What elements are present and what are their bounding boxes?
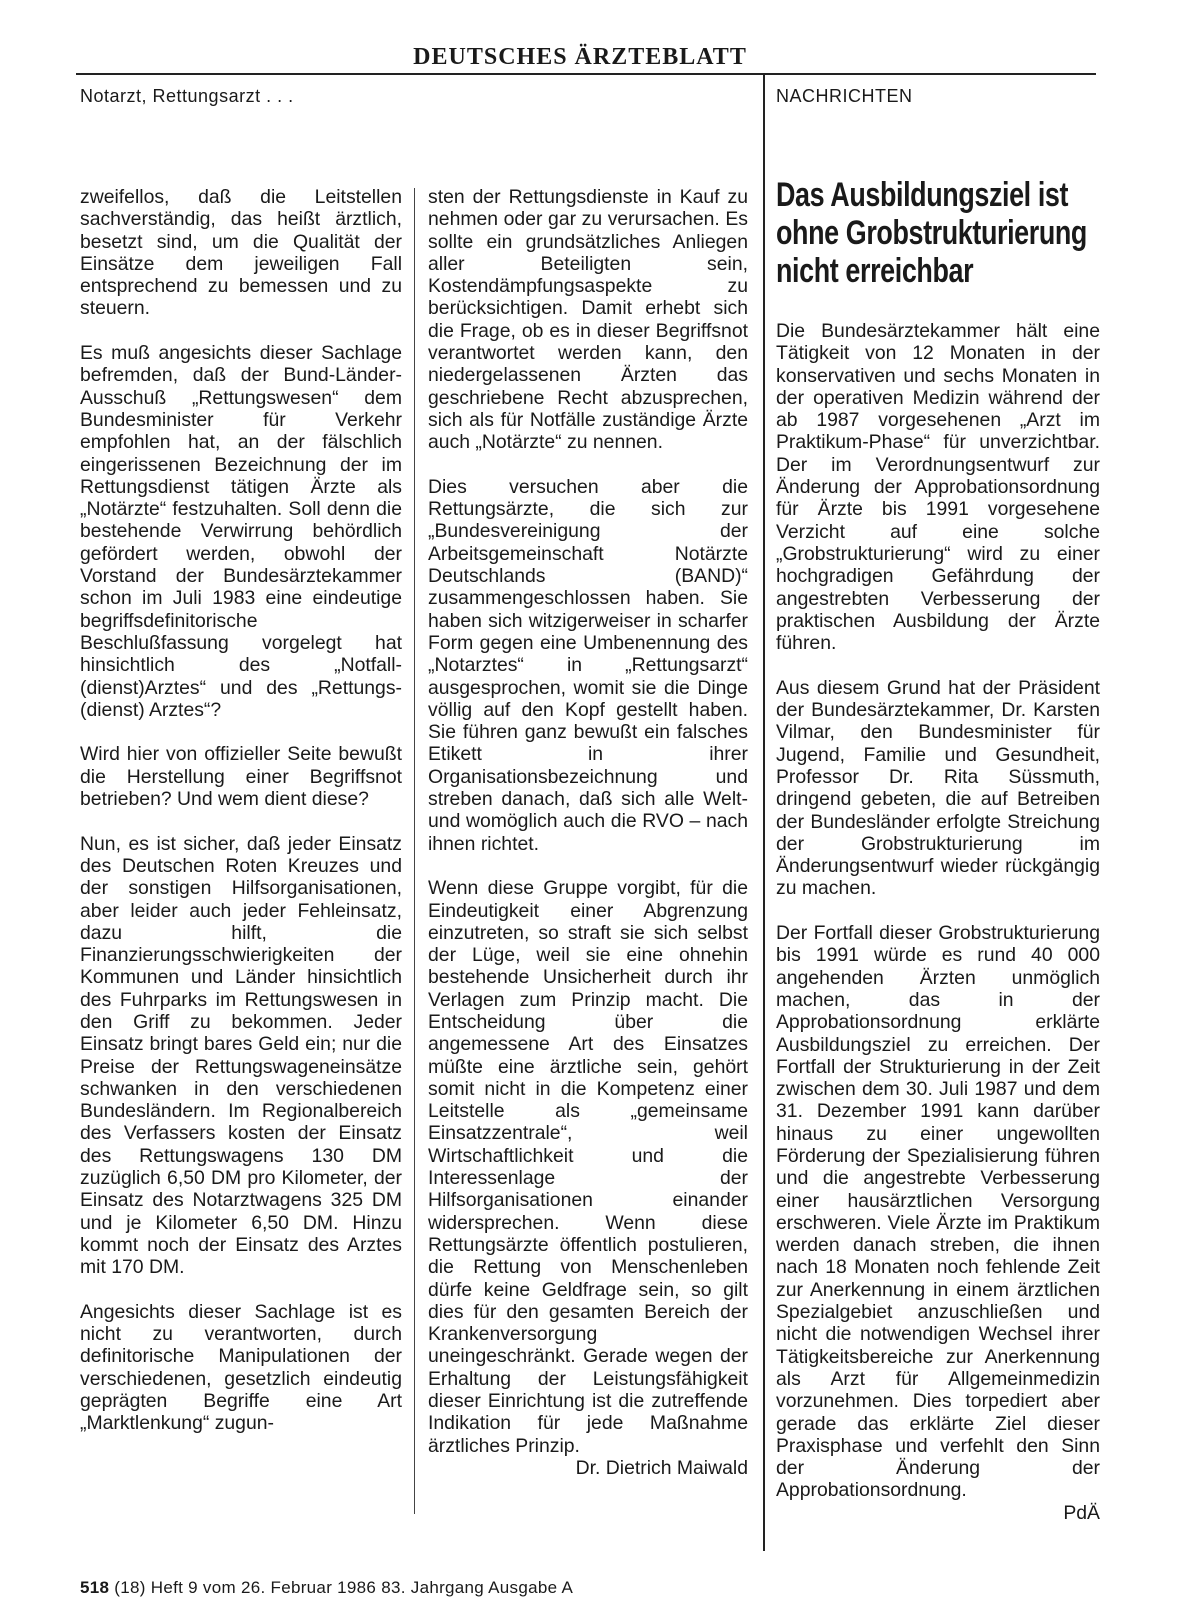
paragraph: Angesichts dieser Sachlage ist es nicht zu verantworten, durch definitorische Manipulationen der verschiedenen, gesetzlich eindeutig geprägten Begriffe eine Art „Marktlenkung“ zugun- <box>80 1300 402 1435</box>
masthead: DEUTSCHES ÄRZTEBLATT <box>413 44 747 70</box>
news-column <box>776 320 1100 1524</box>
paragraph: sten der Rettungsdienste in Kauf zu nehmen oder gar zu verursachen. Es sollte ein grundsätzliches Anliegen aller Beteiligten sein, Kostendämpfungsaspekte zu berücksichtigen. Damit erhebt sich die Frage, ob es in dieser Begriffsnot verantwortet werden kann, den niedergelassenen Ärzten das geschriebene Recht abzusprechen, sich als für Notfälle zuständige Ärzte auch „Notärzte“ zu nennen. <box>428 186 748 454</box>
page-number: 518 <box>80 1578 110 1597</box>
paragraph: Nun, es ist sicher, daß jeder Einsatz des Deutschen Roten Kreuzes und der sonstigen Hilfsorganisationen, aber leider auch jeder Fehleinsatz, dazu hilft, die Finanzierungsschwierigkeiten der Kommunen und Länder hinsichtlich des Fuhrparks im Rettungswesen in den Griff zu bekommen. Jeder Einsatz bringt bares Geld ein; nur die Preise der Rettungswageneinsätze schwanken in den verschiedenen Bundesländern. Im Regionalbereich des Verfassers kosten der Einsatz des Rettungswagens 130 DM zuzüglich 6,50 DM pro Kilometer, der Einsatz des Notarztwagens 325 DM und je Kilometer 6,50 DM. Hinzu kommt noch der Einsatz des Arztes mit 170 DM. <box>80 832 402 1279</box>
article-column-2 <box>428 186 748 1479</box>
article-column-1 <box>80 186 402 1457</box>
paragraph: Wenn diese Gruppe vorgibt, für die Eindeutigkeit einer Abgrenzung einzutreten, so straft sie sich selbst der Lüge, weil sie eine ohnehin bestehende Unsicherheit durch ihr Verlagen zum Prinzip macht. Die Entscheidung über die angemessene Art des Einsatzes müßte eine ärztliche sein, gehört somit nicht in die Kompetenz einer Leitstelle als „gemeinsame Einsatzzentrale“, weil Wirtschaftlichkeit und die Interessenlage der Hilfsorganisationen einander widersprechen. Wenn diese Rettungsärzte öffentlich postulieren, die Rettung von Menschenleben dürfe keine Geldfrage sein, so gilt dies für den gesamten Bereich der Krankenversorgung uneingeschränkt. Gerade wegen der Erhaltung der Leistungsfähigkeit dieser Einrichtung ist die zutreffende Indikation für jede Maßnahme ärztliches Prinzip. <box>428 877 748 1457</box>
paragraph: Aus diesem Grund hat der Präsident der Bundesärztekammer, Dr. Karsten Vilmar, den Bundesminister für Jugend, Familie und Gesundheit, Professor Dr. Rita Süssmuth, dringend gebeten, die auf Betreiben der Bundesländer erfolgte Streichung der Grobstrukturierung im Änderungsentwurf wieder rückgängig zu machen. <box>776 676 1100 900</box>
paragraph: Es muß angesichts dieser Sachlage befremden, daß der Bund-Länder-Ausschuß „Rettungswesen“ dem Bundesminister für Verkehr empfohlen hat, an der fälschlich eingerissenen Bezeichnung der im Rettungsdienst tätigen Ärzte als „Notärzte“ festzuhalten. Soll denn die bestehende Verwirrung behördlich gefördert werden, obwohl der Vorstand der Bundesärztekammer schon im Juli 1983 eine eindeutige begriffsdefinitorische Beschlußfassung vorgelegt hat hinsichtlich des „Notfall-(dienst)Arztes“ und des „Rettungs-(dienst) Arztes“? <box>80 342 402 721</box>
running-header-right: NACHRICHTEN <box>776 86 913 106</box>
page-footer <box>80 1578 573 1598</box>
author-signature: Dr. Dietrich Maiwald <box>575 1456 748 1479</box>
paragraph: Der Fortfall dieser Grobstrukturierung bis 1991 würde es rund 40 000 angehenden Ärzten unmöglich machen, das in der Approbationsordnung erklärte Ausbildungsziel zu erreichen. Der Fortfall der Strukturierung in der Zeit zwischen dem 30. Juli 1987 und dem 31. Dezember 1991 kann darüber hinaus zu einer ungewollten Förderung der Spezialisierung führen und die angestrebte Verbesserung einer hausärztlichen Versorgung erschweren. Viele Ärzte im Praktikum werden danach streben, die ihnen nach 18 Monaten noch fehlende Zeit zur Anerkennung in einem ärztlichen Spezialgebiet anzuschließen und nicht die notwendigen Wechsel ihrer Tätigkeitsbereiche zur Anerkennung als Arzt für Allgemeinmedizin vorzunehmen. Dies torpediert aber gerade das erklärte Ziel dieser Praxisphase und verfehlt den Sinn der Änderung der Approbationsordnung. <box>776 922 1100 1502</box>
column-divider <box>414 188 415 1514</box>
issue-info: (18) Heft 9 vom 26. Februar 1986 83. Jahrgang Ausgabe A <box>114 1578 574 1597</box>
section-divider <box>763 73 765 1551</box>
paragraph: Dies versuchen aber die Rettungsärzte, die sich zur „Bundesvereinigung der Arbeitsgemeinschaft Notärzte Deutschlands (BAND)“ zusammengeschlossen haben. Sie haben sich witzigerweiser in scharfer Form gegen eine Umbenennung des „Notarztes“ in „Rettungsarzt“ ausgesprochen, womit sie die Dinge völlig auf den Kopf gestellt haben. Sie führen ganz bewußt ein falsches Etikett in ihrer Organisationsbezeichnung und streben danach, daß sich alle Welt- und womöglich auch die RVO – nach ihnen richtet. <box>428 475 748 855</box>
top-rule <box>76 73 1096 75</box>
paragraph: zweifellos, daß die Leitstellen sachverständig, das heißt ärztlich, besetzt sind, um die Qualität der Einsätze dem jeweiligen Fall entsprechend zu bemessen und zu steuern. <box>80 186 402 320</box>
news-headline: Das Ausbildungsziel ist ohne Grobstrukturierung nicht erreichbar <box>776 176 1087 290</box>
paragraph: Die Bundesärztekammer hält eine Tätigkeit von 12 Monaten in der konservativen und sechs Monaten in der operativen Medizin während der ab 1987 vorgesehenen „Arzt im Praktikum-Phase“ für unverzichtbar. Der im Verordnungsentwurf zur Änderung der Approbationsordnung für Ärzte bis 1991 vorgesehene Verzicht auf eine solche „Grobstrukturierung“ wird zu einer hochgradigen Gefährdung der angestrebten Verbesserung der praktischen Ausbildung der Ärzte führen. <box>776 320 1100 655</box>
paragraph: Wird hier von offizieller Seite bewußt die Herstellung einer Begriffsnot betrieben? Und wem dient diese? <box>80 743 402 811</box>
author-sign: PdÄ <box>1063 1501 1100 1524</box>
running-header-left: Notarzt, Rettungsarzt . . . <box>80 86 294 106</box>
